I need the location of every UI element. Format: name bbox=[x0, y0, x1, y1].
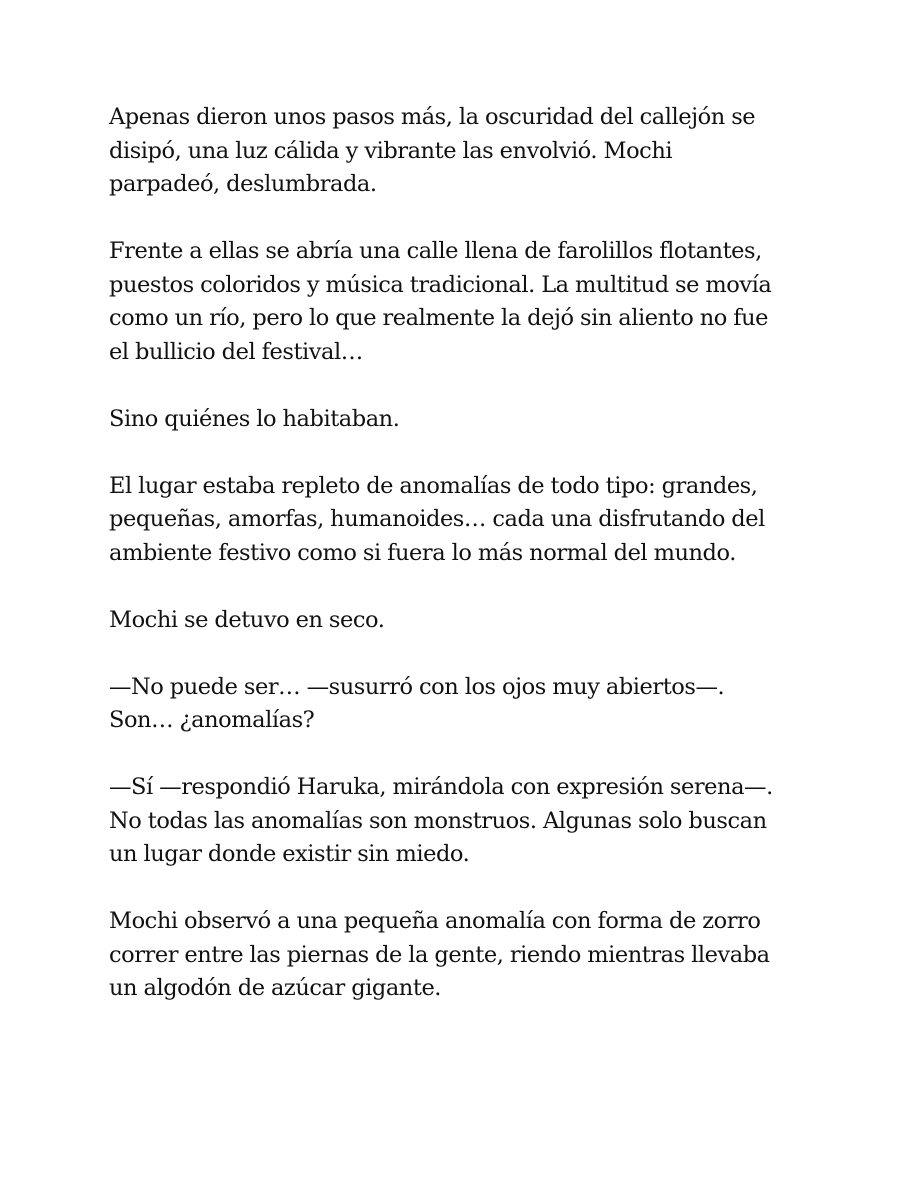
paragraph-4 bbox=[109, 470, 799, 571]
paragraph-2 bbox=[109, 235, 799, 369]
text-line: pequeñas, amorfas, humanoides… cada una disfrutando del bbox=[109, 506, 765, 532]
text-line: Apenas dieron unos pasos más, la oscuridad del callejón se bbox=[109, 104, 756, 130]
text-line: puestos coloridos y música tradicional. La multitud se movía bbox=[109, 271, 772, 298]
text-line: ambiente festivo como si fuera lo más normal del mundo. bbox=[109, 539, 736, 566]
text-line: Mochi se detuvo en seco. bbox=[109, 606, 385, 633]
paragraph-1 bbox=[109, 101, 799, 202]
text-line: —No puede ser… —susurró con los ojos muy abiertos—. bbox=[109, 673, 725, 700]
text-line: Son… ¿anomalías? bbox=[109, 707, 315, 733]
text-line: correr entre las piernas de la gente, riendo mientras llevaba bbox=[109, 941, 770, 968]
text-line: Sino quiénes lo habitaban. bbox=[109, 405, 400, 432]
paragraph-3 bbox=[109, 403, 799, 437]
text-line: el bullicio del festival… bbox=[109, 338, 363, 365]
paragraph-8 bbox=[109, 905, 799, 1006]
text-line: No todas las anomalías son monstruos. Algunas solo buscan bbox=[109, 807, 767, 834]
text-line: El lugar estaba repleto de anomalías de todo tipo: grandes, bbox=[109, 472, 758, 499]
text-line: un algodón de azúcar gigante. bbox=[109, 975, 442, 1001]
text-line: Frente a ellas se abría una calle llena de farolillos flotantes, bbox=[109, 238, 762, 264]
paragraph-5 bbox=[109, 604, 799, 638]
text-line: parpadeó, deslumbrada. bbox=[109, 171, 377, 197]
story-text bbox=[109, 101, 799, 1039]
text-line: disipó, una luz cálida y vibrante las envolvió. Mochi bbox=[109, 137, 673, 164]
text-line: un lugar donde existir sin miedo. bbox=[109, 841, 470, 867]
text-line: Mochi observó a una pequeña anomalía con forma de zorro bbox=[109, 908, 761, 934]
text-line: —Sí —respondió Haruka, mirándola con expresión serena—. bbox=[109, 774, 773, 800]
text-line: como un río, pero lo que realmente la dejó sin aliento no fue bbox=[109, 305, 769, 331]
paragraph-6 bbox=[109, 671, 799, 738]
paragraph-7 bbox=[109, 771, 799, 872]
